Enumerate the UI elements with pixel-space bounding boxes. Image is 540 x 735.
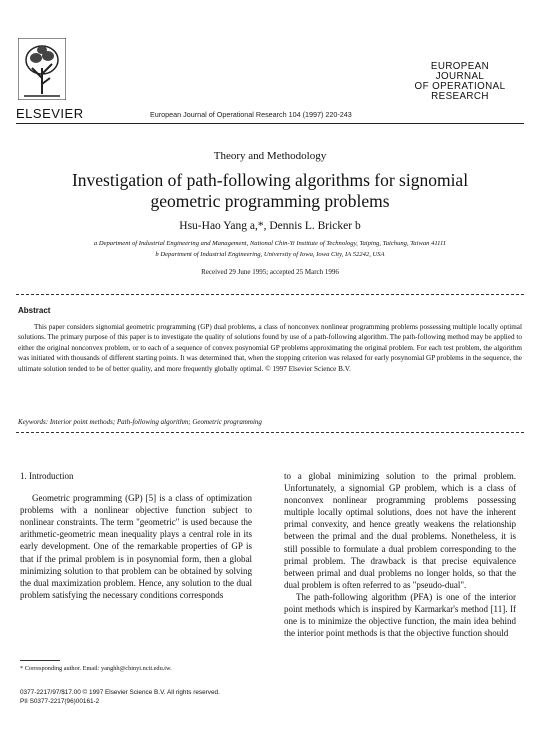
elsevier-tree-logo-icon [18, 38, 66, 100]
journal-name-block [410, 62, 510, 102]
left-column [20, 470, 252, 601]
journal-citation: European Journal of Operational Research 104 (1997) 220-243 [150, 110, 352, 119]
pii-line: PII S0377-2217(96)00161-2 [20, 698, 100, 705]
journal-name-line: RESEARCH [431, 91, 489, 102]
abstract-heading: Abstract [18, 306, 51, 315]
corresponding-author-footnote: * Corresponding author. Email: yanghh@chinyi.ncit.edu.tw. [20, 665, 172, 672]
publisher-name: ELSEVIER [16, 106, 84, 121]
section-heading: 1. Introduction [20, 471, 74, 481]
journal-name-line: EUROPEAN [430, 61, 490, 72]
keywords: Keywords: Interior point methods; Path-following algorithm; Geometric programming [18, 418, 262, 426]
journal-name-line: JOURNAL [435, 71, 485, 82]
right-column [284, 470, 516, 639]
article-authors: Hsu-Hao Yang a,*, Dennis L. Bricker b [179, 220, 361, 232]
section-label: Theory and Methodology [213, 150, 327, 162]
abstract-text: This paper considers signomial geometric programming (GP) dual problems, a class of nonconvex nonlinear programming problems possessing multiple locally optimal solutions. The primary purpose of this paper is to investigate the quality of solutions found by use of a path-following algorithm. The path-following method may be applied to either the original nonconvex problem, or to each of a sequence of convex posynomial GP problems approximating the original problem. For each test problem, the algorithm was initiated with thousands of different starting points. It was determined that, when the stopping criterion was relaxed for early posynomial GP problems in the sequence, the ultimate solution tended to be of better quality, and more frequently globally optimal. © 1997 Elsevier Science B.V. [18, 323, 523, 373]
received-dates: Received 29 June 1995; accepted 25 March 1996 [201, 268, 339, 276]
abstract-top-divider [16, 294, 524, 295]
body-paragraph: The path-following algorithm (PFA) is one of the interior point methods which is inspired by Karmarkar's method [11]. If one is to minimize the objective function, the main idea behind the interior point methods is that the objective function should [284, 591, 516, 639]
header-divider [16, 123, 524, 124]
article-title: Investigation of path-following algorithms for signomial geometric programming problems [71, 170, 469, 211]
abstract-bottom-divider [16, 432, 524, 433]
issn-line: 0377-2217/97/$17.00 © 1997 Elsevier Science B.V. All rights reserved. [20, 689, 220, 696]
footnote-divider [20, 660, 60, 661]
body-paragraph: Geometric programming (GP) [5] is a class of optimization problems with a nonlinear objective function subject to nonlinear constraints. The term "geometric" is used because the arithmetic-geometric mean inequality plays a central role in its early development. One of the remarkable properties of GP is that if the primal problem is in posynomial form, then a global minimizing solution to that problem can be obtained by solving the dual maximization problem. Hence, any solution to the dual problem satisfying the necessary conditions corresponds [20, 493, 252, 600]
affiliation-b: b Department of Industrial Engineering, University of Iowa, Iowa City, IA 52242, USA [155, 251, 385, 258]
affiliation-a: a Department of Industrial Engineering and Management, National Chin-Yi Institute of Technology, Taiping, Taichung, Taiwan 41111 [93, 240, 447, 247]
body-paragraph: to a global minimizing solution to the primal problem. Unfortunately, a signomial GP problem, which is a class of nonconvex nonlinear programming problems possessing multiple locally optimal solutions, does not have the inherent primal convexity, and hence greatly weakens the relationship between the primal and the dual problems. Nonetheless, it is still possible to formulate a dual problem corresponding to the primal problem. The drawback is that precise equivalence between primal and dual problems no longer holds, so that the dual problem is often referred to as "pseudo-dual". [284, 471, 516, 590]
journal-name-line: OF OPERATIONAL [414, 81, 506, 92]
copyright-issn [20, 688, 320, 706]
